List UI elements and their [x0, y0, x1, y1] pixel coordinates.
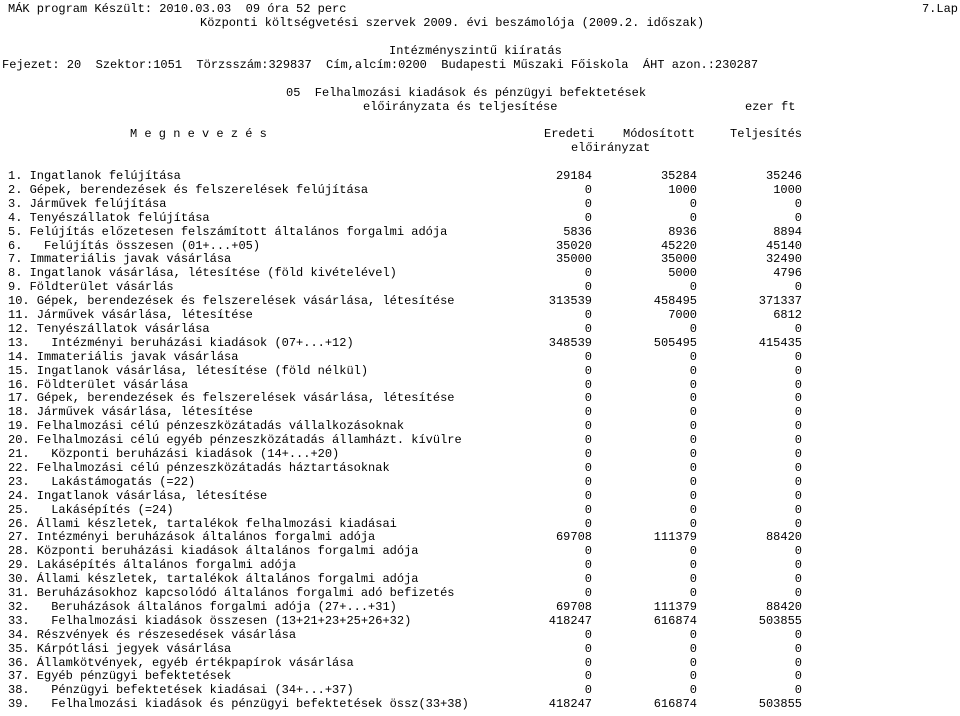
row-label: 27. Intézményi beruházások általános forgalmi adója	[8, 530, 376, 544]
col-mod: Módosított	[623, 127, 696, 141]
row-mod-value: 0	[689, 350, 697, 364]
row-mod-value: 458495	[653, 294, 697, 308]
table-row	[0, 280, 960, 294]
row-label: 22. Felhalmozási célú pénzeszközátadás háztartásoknak	[8, 461, 390, 475]
row-mod-value: 45220	[660, 239, 697, 253]
report-name: Intézményszintű kiíratás	[389, 44, 562, 58]
row-orig-value: 313539	[548, 294, 592, 308]
row-mod-value: 35284	[660, 169, 697, 183]
row-orig-value: 0	[584, 558, 592, 572]
table-row	[0, 350, 960, 364]
row-perf-value: 0	[794, 322, 802, 336]
row-mod-value: 505495	[653, 336, 697, 350]
row-perf-value: 503855	[758, 697, 802, 711]
col-name: M e g n e v e z é s	[130, 127, 267, 141]
row-label: 14. Immateriális javak vásárlása	[8, 350, 239, 364]
row-mod-value: 0	[689, 586, 697, 600]
table-row	[0, 391, 960, 405]
row-orig-value: 0	[584, 628, 592, 642]
row-perf-value: 45140	[765, 239, 802, 253]
row-orig-value: 0	[584, 475, 592, 489]
row-mod-value: 0	[689, 447, 697, 461]
row-label: 26. Állami készletek, tartalékok felhalmozási kiadásai	[8, 517, 397, 531]
row-mod-value: 1000	[668, 183, 697, 197]
row-orig-value: 0	[584, 405, 592, 419]
row-mod-value: 0	[689, 475, 697, 489]
row-label: 24. Ingatlanok vásárlása, létesítése	[8, 489, 268, 503]
row-label: 17. Gépek, berendezések és felszerelések vásárlása, létesítése	[8, 391, 455, 405]
table-row	[0, 600, 960, 614]
row-perf-value: 0	[794, 197, 802, 211]
row-label: 1. Ingatlanok felújítása	[8, 169, 181, 183]
row-label: 9. Földterület vásárlás	[8, 280, 174, 294]
row-perf-value: 0	[794, 364, 802, 378]
table-row	[0, 239, 960, 253]
row-label: 10. Gépek, berendezések és felszerelések vásárlása, létesítése	[8, 294, 455, 308]
row-label: 21. Központi beruházási kiadások (14+...+20)	[8, 447, 340, 461]
table-row	[0, 447, 960, 461]
row-label: 7. Immateriális javak vásárlása	[8, 252, 232, 266]
page-number: 7.Lap	[921, 2, 958, 16]
row-orig-value: 0	[584, 197, 592, 211]
row-mod-value: 35000	[660, 252, 697, 266]
table-row	[0, 628, 960, 642]
row-orig-value: 29184	[555, 169, 592, 183]
row-mod-value: 0	[689, 572, 697, 586]
report-ids: Fejezet: 20 Szektor:1051 Törzsszám:329837 Cím,alcím:0200 Budapesti Műszaki Főiskola ÁHT azon.:230287	[2, 58, 759, 72]
row-orig-value: 0	[584, 461, 592, 475]
table-row	[0, 294, 960, 308]
row-perf-value: 0	[794, 669, 802, 683]
row-mod-value: 0	[689, 364, 697, 378]
table-row	[0, 642, 960, 656]
row-mod-value: 0	[689, 683, 697, 697]
row-mod-value: 0	[689, 211, 697, 225]
row-perf-value: 0	[794, 517, 802, 531]
row-perf-value: 0	[794, 475, 802, 489]
row-mod-value: 0	[689, 322, 697, 336]
row-mod-value: 0	[689, 197, 697, 211]
col-perf: Teljesítés	[730, 127, 803, 141]
row-orig-value: 5836	[563, 225, 592, 239]
row-mod-value: 0	[689, 419, 697, 433]
row-orig-value: 0	[584, 364, 592, 378]
row-orig-value: 0	[584, 183, 592, 197]
row-mod-value: 7000	[668, 308, 697, 322]
section-title-1: 05 Felhalmozási kiadások és pénzügyi befektetések	[286, 86, 647, 100]
row-perf-value: 4796	[773, 266, 802, 280]
col-sub: előirányzat	[571, 141, 651, 155]
row-mod-value: 0	[689, 503, 697, 517]
table-row	[0, 405, 960, 419]
row-perf-value: 0	[794, 350, 802, 364]
row-perf-value: 0	[794, 503, 802, 517]
table-row	[0, 656, 960, 670]
row-label: 29. Lakásépítés általános forgalmi adója	[8, 558, 297, 572]
row-label: 8. Ingatlanok vásárlása, létesítése (föld kivételével)	[8, 266, 397, 280]
table-row	[0, 544, 960, 558]
table-row	[0, 697, 960, 711]
row-orig-value: 0	[584, 322, 592, 336]
row-label: 6. Felújítás összesen (01+...+05)	[8, 239, 261, 253]
table-row	[0, 322, 960, 336]
row-label: 35. Kárpótlási jegyek vásárlása	[8, 642, 232, 656]
table-row	[0, 530, 960, 544]
row-mod-value: 5000	[668, 266, 697, 280]
row-perf-value: 0	[794, 489, 802, 503]
table-row	[0, 558, 960, 572]
row-perf-value: 1000	[773, 183, 802, 197]
row-orig-value: 0	[584, 308, 592, 322]
row-mod-value: 0	[689, 405, 697, 419]
row-perf-value: 0	[794, 683, 802, 697]
table-row	[0, 489, 960, 503]
row-orig-value: 0	[584, 642, 592, 656]
row-perf-value: 0	[794, 544, 802, 558]
table-row	[0, 433, 960, 447]
row-perf-value: 6812	[773, 308, 802, 322]
row-mod-value: 0	[689, 544, 697, 558]
row-orig-value: 0	[584, 391, 592, 405]
row-perf-value: 0	[794, 461, 802, 475]
report-meta: MÁK program Készült: 2010.03.03 09 óra 52 perc	[8, 2, 347, 16]
row-label: 33. Felhalmozási kiadások összesen (13+21+23+25+26+32)	[8, 614, 412, 628]
row-label: 13. Intézményi beruházási kiadások (07+...+12)	[8, 336, 354, 350]
table-row	[0, 183, 960, 197]
row-label: 16. Földterület vásárlása	[8, 378, 189, 392]
row-perf-value: 415435	[758, 336, 802, 350]
row-orig-value: 0	[584, 503, 592, 517]
table-row	[0, 336, 960, 350]
row-orig-value: 0	[584, 517, 592, 531]
row-label: 5. Felújítás előzetesen felszámított általános forgalmi adója	[8, 225, 448, 239]
row-mod-value: 0	[689, 558, 697, 572]
row-orig-value: 69708	[555, 600, 592, 614]
row-label: 12. Tenyészállatok vásárlása	[8, 322, 210, 336]
row-orig-value: 0	[584, 669, 592, 683]
row-perf-value: 0	[794, 211, 802, 225]
row-orig-value: 0	[584, 489, 592, 503]
row-perf-value: 371337	[758, 294, 802, 308]
table-row	[0, 572, 960, 586]
row-perf-value: 8894	[773, 225, 802, 239]
row-orig-value: 0	[584, 433, 592, 447]
row-mod-value: 0	[689, 642, 697, 656]
row-orig-value: 0	[584, 350, 592, 364]
row-mod-value: 0	[689, 391, 697, 405]
table-row	[0, 461, 960, 475]
row-mod-value: 0	[689, 669, 697, 683]
row-label: 23. Lakástámogatás (=22)	[8, 475, 196, 489]
row-perf-value: 35246	[765, 169, 802, 183]
col-orig: Eredeti	[544, 127, 595, 141]
row-mod-value: 0	[689, 517, 697, 531]
row-orig-value: 69708	[555, 530, 592, 544]
table-row	[0, 669, 960, 683]
row-perf-value: 0	[794, 642, 802, 656]
row-perf-value: 0	[794, 433, 802, 447]
row-label: 20. Felhalmozási célú egyéb pénzeszközátadás államházt. kívülre	[8, 433, 462, 447]
row-orig-value: 0	[584, 378, 592, 392]
row-perf-value: 0	[794, 378, 802, 392]
row-label: 19. Felhalmozási célú pénzeszközátadás vállalkozásoknak	[8, 419, 405, 433]
row-orig-value: 418247	[548, 697, 592, 711]
row-mod-value: 111379	[653, 530, 697, 544]
row-mod-value: 0	[689, 378, 697, 392]
row-label: 36. Államkötvények, egyéb értékpapírok vásárlása	[8, 656, 354, 670]
unit-label: ezer ft	[745, 100, 796, 114]
row-orig-value: 35000	[555, 252, 592, 266]
row-mod-value: 616874	[653, 697, 697, 711]
row-label: 3. Járművek felújítása	[8, 197, 167, 211]
row-label: 37. Egyéb pénzügyi befektetések	[8, 669, 232, 683]
row-orig-value: 0	[584, 586, 592, 600]
row-perf-value: 88420	[765, 600, 802, 614]
row-orig-value: 0	[584, 656, 592, 670]
row-perf-value: 32490	[765, 252, 802, 266]
row-mod-value: 8936	[668, 225, 697, 239]
table-row	[0, 308, 960, 322]
row-perf-value: 0	[794, 280, 802, 294]
row-mod-value: 0	[689, 461, 697, 475]
row-perf-value: 0	[794, 405, 802, 419]
table-row	[0, 517, 960, 531]
row-perf-value: 503855	[758, 614, 802, 628]
row-mod-value: 0	[689, 628, 697, 642]
row-orig-value: 0	[584, 266, 592, 280]
row-orig-value: 418247	[548, 614, 592, 628]
row-mod-value: 0	[689, 433, 697, 447]
row-mod-value: 0	[689, 489, 697, 503]
row-label: 11. Járművek vásárlása, létesítése	[8, 308, 253, 322]
row-mod-value: 111379	[653, 600, 697, 614]
table-row	[0, 614, 960, 628]
row-perf-value: 0	[794, 447, 802, 461]
row-perf-value: 0	[794, 656, 802, 670]
row-perf-value: 0	[794, 572, 802, 586]
row-orig-value: 0	[584, 419, 592, 433]
row-orig-value: 348539	[548, 336, 592, 350]
row-orig-value: 35020	[555, 239, 592, 253]
row-perf-value: 0	[794, 628, 802, 642]
table-row	[0, 364, 960, 378]
table-row	[0, 225, 960, 239]
row-perf-value: 0	[794, 586, 802, 600]
row-perf-value: 0	[794, 391, 802, 405]
row-label: 15. Ingatlanok vásárlása, létesítése (föld nélkül)	[8, 364, 369, 378]
row-orig-value: 0	[584, 572, 592, 586]
row-label: 39. Felhalmozási kiadások és pénzügyi befektetések össz(33+38)	[8, 697, 469, 711]
row-orig-value: 0	[584, 211, 592, 225]
table-row	[0, 266, 960, 280]
table-row	[0, 197, 960, 211]
row-label: 18. Járművek vásárlása, létesítése	[8, 405, 253, 419]
row-mod-value: 616874	[653, 614, 697, 628]
section-title-2: előirányzata és teljesítése	[363, 100, 558, 114]
row-label: 30. Állami készletek, tartalékok általános forgalmi adója	[8, 572, 419, 586]
row-label: 31. Beruházásokhoz kapcsolódó általános forgalmi adó befizetés	[8, 586, 455, 600]
table-row	[0, 503, 960, 517]
table-row	[0, 378, 960, 392]
row-orig-value: 0	[584, 280, 592, 294]
row-label: 2. Gépek, berendezések és felszerelések felújítása	[8, 183, 369, 197]
row-label: 25. Lakásépítés (=24)	[8, 503, 174, 517]
table-row	[0, 419, 960, 433]
row-perf-value: 0	[794, 419, 802, 433]
row-label: 32. Beruházások általános forgalmi adója (27+...+31)	[8, 600, 397, 614]
table-row	[0, 169, 960, 183]
table-row	[0, 475, 960, 489]
row-label: 34. Részvények és részesedések vásárlása	[8, 628, 297, 642]
table-row	[0, 252, 960, 266]
row-mod-value: 0	[689, 280, 697, 294]
row-perf-value: 0	[794, 558, 802, 572]
table-row	[0, 211, 960, 225]
report-subtitle: Központi költségvetési szervek 2009. évi beszámolója (2009.2. időszak)	[200, 16, 705, 30]
row-orig-value: 0	[584, 447, 592, 461]
row-orig-value: 0	[584, 544, 592, 558]
row-label: 28. Központi beruházási kiadások általános forgalmi adója	[8, 544, 419, 558]
table-row	[0, 683, 960, 697]
row-mod-value: 0	[689, 656, 697, 670]
row-perf-value: 88420	[765, 530, 802, 544]
row-orig-value: 0	[584, 683, 592, 697]
row-label: 38. Pénzügyi befektetések kiadásai (34+...+37)	[8, 683, 354, 697]
row-label: 4. Tenyészállatok felújítása	[8, 211, 210, 225]
table-row	[0, 586, 960, 600]
